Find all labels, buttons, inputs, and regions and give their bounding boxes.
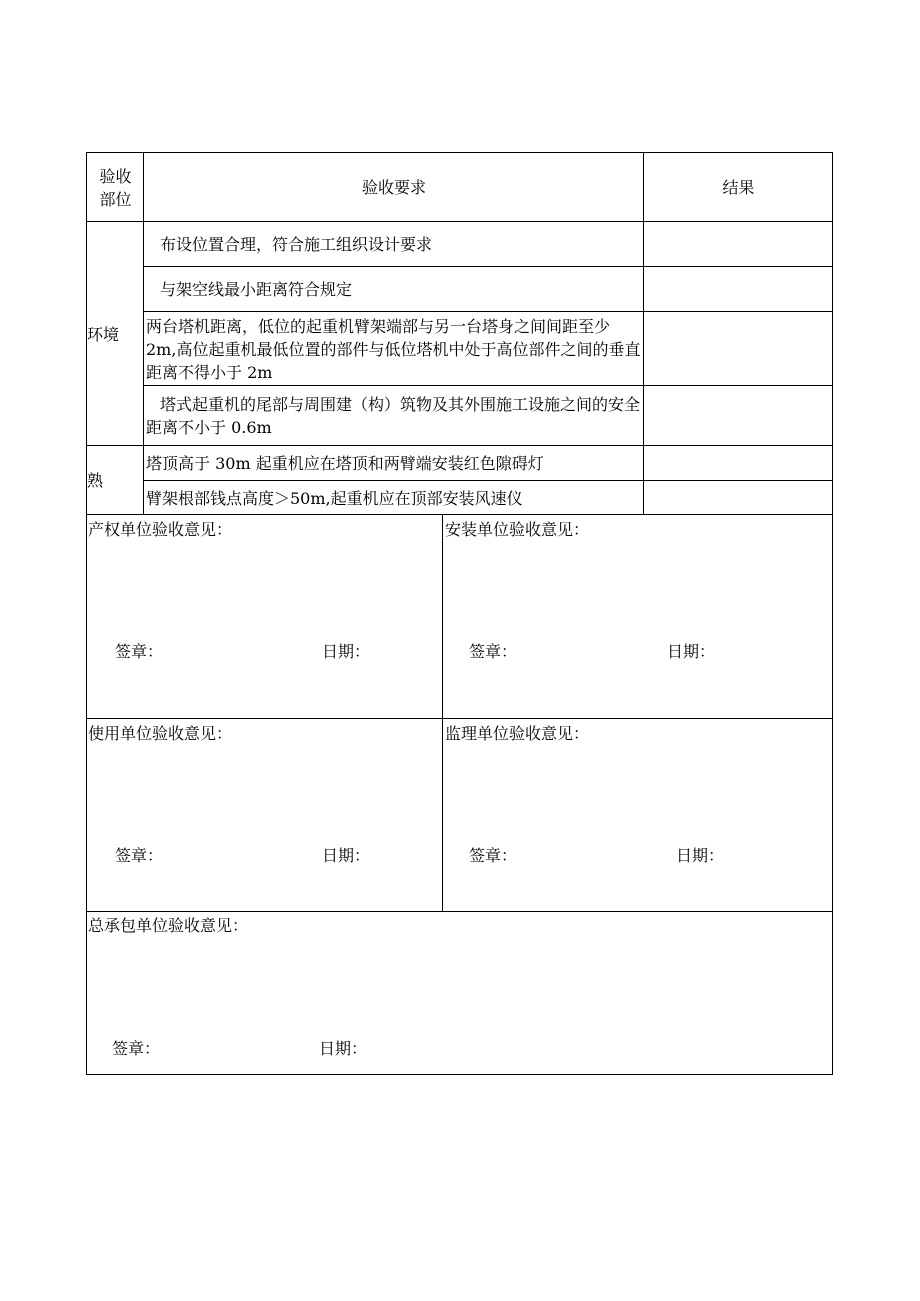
- divider: [442, 515, 443, 912]
- divider: [143, 311, 832, 312]
- divider: [87, 221, 832, 222]
- divider: [87, 445, 832, 446]
- supervisor-opinion-title: 监理单位验收意见：: [445, 724, 590, 743]
- header-part-cell: [87, 153, 144, 222]
- result-cell[interactable]: [644, 386, 833, 446]
- contractor-date-label: 日期：: [319, 1039, 368, 1058]
- supervisor-date-label: 日期：: [676, 846, 725, 865]
- contractor-opinion-title: 总承包单位验收意见：: [88, 916, 249, 935]
- supervisor-seal-label: 签章：: [469, 846, 518, 865]
- result-cell[interactable]: [644, 312, 833, 386]
- requirement-item: 塔式起重机的尾部与周围建（构）筑物及其外围施工设施之间的安全距离不小于 0.6m: [146, 395, 641, 437]
- user-seal-label: 签章：: [115, 846, 164, 865]
- owner-seal-label: 签章：: [115, 642, 164, 661]
- divider: [87, 514, 832, 515]
- divider: [143, 153, 144, 515]
- contractor-seal-label: 签章：: [112, 1039, 161, 1058]
- requirement-item: 两台塔机距离，低位的起重机臂架端部与另一台塔身之间间距至少 2m,高位起重机最低位置的部件与低位塔机中处于高位部件之间的垂直距离不得小于 2m: [146, 316, 641, 382]
- requirement-item: 布设位置合理，符合施工组织设计要求: [160, 235, 433, 254]
- group-environment-label: 环境: [87, 324, 120, 344]
- header-requirement-cell: [144, 153, 644, 222]
- header-result: 结果: [722, 178, 755, 197]
- installer-date-label: 日期：: [667, 642, 716, 661]
- supervisor-opinion-block[interactable]: [443, 719, 833, 912]
- requirement-item: 与架空线最小距离符合规定: [160, 280, 353, 299]
- owner-date-label: 日期：: [322, 642, 371, 661]
- installer-seal-label: 签章：: [469, 642, 518, 661]
- divider: [87, 718, 832, 719]
- result-cell[interactable]: [644, 222, 833, 267]
- header-part-line2: 部位: [99, 189, 132, 209]
- group-lighting-label: 熟: [87, 471, 104, 490]
- header-requirement: 验收要求: [361, 178, 426, 197]
- user-opinion-title: 使用单位验收意见：: [88, 724, 233, 743]
- installer-opinion-block[interactable]: [443, 515, 833, 719]
- result-cell[interactable]: [644, 446, 833, 481]
- header-result-cell: [644, 153, 833, 222]
- user-opinion-block[interactable]: [87, 719, 443, 912]
- user-date-label: 日期：: [322, 846, 371, 865]
- divider: [143, 266, 832, 267]
- requirement-item: 臂架根部钱点高度＞50m,起重机应在顶部安装风速仪: [146, 488, 523, 508]
- divider: [87, 911, 832, 912]
- result-cell[interactable]: [644, 481, 833, 515]
- installer-opinion-title: 安装单位验收意见：: [445, 520, 590, 539]
- result-cell[interactable]: [644, 267, 833, 312]
- owner-opinion-block[interactable]: [87, 515, 443, 719]
- divider: [643, 153, 644, 515]
- owner-opinion-title: 产权单位验收意见：: [88, 520, 233, 539]
- divider: [143, 480, 832, 481]
- divider: [143, 385, 832, 386]
- contractor-opinion-block[interactable]: [87, 912, 833, 1075]
- requirement-item: 塔顶高于 30m 起重机应在塔顶和两臂端安装红色隙碍灯: [146, 454, 544, 473]
- header-part-line1: 验收: [99, 166, 132, 186]
- acceptance-table: [86, 152, 833, 1075]
